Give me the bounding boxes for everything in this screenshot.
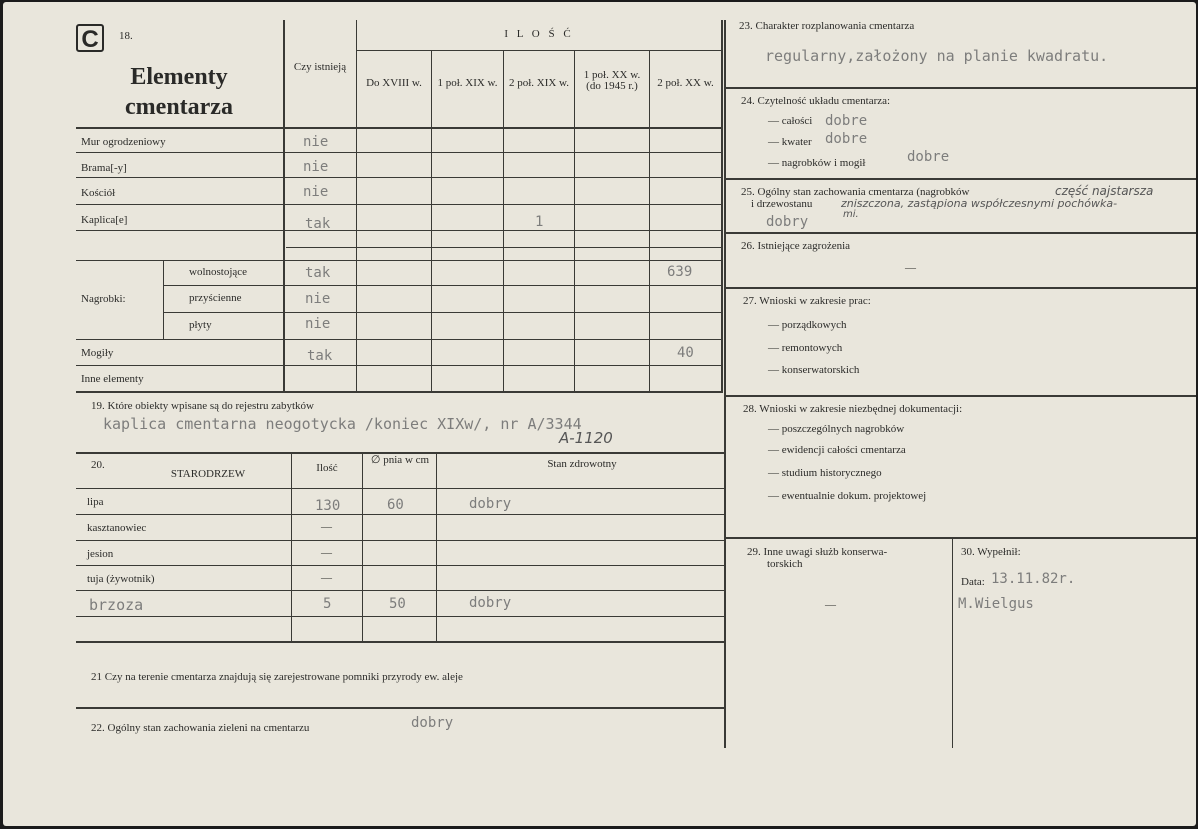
row-label-inne: Inne elementy — [81, 373, 144, 385]
s20-head: STARODRZEW — [170, 468, 246, 480]
grid-line — [76, 391, 723, 393]
s25-value: dobry — [766, 214, 809, 230]
grid-line — [724, 232, 1196, 234]
s24-calosci: — całości — [768, 115, 813, 127]
col-ilosc: I L O Ś Ć — [504, 28, 574, 40]
grid-line — [283, 20, 285, 391]
value-mur-czy: nie — [303, 134, 329, 150]
row-label-mogily: Mogiły — [81, 347, 114, 359]
title-line-2: cmentarza — [125, 94, 233, 120]
s25-handwritten-3: mi. — [843, 209, 859, 220]
s30-label: 30. Wypełnił: — [961, 546, 1021, 558]
s28-item: — poszczególnych nagrobków — [768, 423, 905, 435]
grid-line — [286, 247, 723, 248]
title-line-1: Elementy — [130, 64, 228, 90]
tree-name: brzoza — [89, 596, 144, 614]
grid-line — [356, 50, 722, 51]
grid-line — [76, 127, 723, 129]
grid-line — [724, 20, 726, 748]
s24-kwater: — kwater — [768, 136, 812, 148]
grid-line — [76, 230, 723, 231]
col-p2-20: 2 poł. XX w. — [657, 77, 714, 89]
s29-value: — — [825, 599, 836, 611]
value-plyty-czy: nie — [305, 316, 331, 332]
s27-item: — remontowych — [768, 342, 843, 354]
s29-label-1: 29. Inne uwagi służb konserwa- — [747, 546, 888, 558]
s27-label: 27. Wnioski w zakresie prac: — [743, 295, 871, 307]
s28-item: — studium historycznego — [768, 467, 882, 479]
s24-label: 24. Czytelność układu cmentarza: — [741, 95, 891, 107]
row-label-kaplica: Kaplica[e] — [81, 214, 128, 226]
s27-item: — konserwatorskich — [768, 364, 860, 376]
row-label-plyty: płyty — [189, 319, 212, 331]
s28-item: — ewentualnie dokum. projektowej — [768, 490, 927, 502]
grid-line — [76, 641, 726, 643]
grid-line — [362, 452, 363, 641]
s22-value: dobry — [411, 715, 454, 731]
col-czy: Czy istnieją — [293, 61, 347, 73]
grid-line — [724, 178, 1196, 180]
grid-line — [76, 204, 723, 205]
row-label-brama: Brama[-y] — [81, 162, 127, 174]
s25-handwritten-2: zniszczona, zastąpiona współczesnymi pochówka- — [841, 197, 1118, 210]
grid-line — [721, 20, 723, 391]
s23-label: 23. Charakter rozplanowania cmentarza — [739, 20, 915, 32]
row-label-kosciol: Kościół — [81, 187, 116, 199]
s20-stan: Stan zdrowotny — [547, 458, 617, 470]
value-mogily-czy: tak — [307, 348, 333, 364]
row-label-mur: Mur ogrodzeniowy — [81, 136, 166, 148]
grid-line — [76, 365, 723, 366]
grid-line — [724, 395, 1196, 397]
col-p1-20: 1 poł. XX w. (do 1945 r.) — [583, 69, 641, 92]
s24-calosci-value: dobre — [825, 113, 868, 129]
s24-nagrobkow: — nagrobków i mogił — [768, 157, 866, 169]
s25-label-2: i drzewostanu — [751, 198, 813, 210]
grid-line — [163, 312, 723, 313]
grid-line — [76, 339, 723, 340]
s28-label: 28. Wnioski w zakresie niezbędnej dokumentacji: — [743, 403, 963, 415]
s30-date: 13.11.82r. — [991, 571, 1076, 587]
s19-label: 19. Które obiekty wpisane są do rejestru zabytków — [91, 400, 314, 412]
s25-handwritten-1: część najstarsza — [1055, 184, 1154, 198]
grid-line — [163, 260, 164, 339]
s30-name: M.Wielgus — [958, 596, 1034, 612]
s24-nagrobkow-value: dobre — [907, 149, 950, 165]
value-mogily-p2-20: 40 — [677, 345, 694, 361]
s19-handwritten: A-1120 — [559, 429, 613, 447]
s27-item: — porządkowych — [768, 319, 847, 331]
tree-ilosc: 5 — [323, 596, 332, 612]
s20-pnia: ∅ pnia w cm — [370, 454, 430, 466]
row-label-przyscienne: przyścienne — [189, 292, 242, 304]
row-label-nagrobki: Nagrobki: — [81, 293, 126, 305]
grid-line — [76, 616, 726, 617]
grid-line — [163, 285, 723, 286]
s22-label: 22. Ogólny stan zachowania zieleni na cmentarzu — [91, 722, 310, 734]
col-do18: Do XVIII w. — [366, 77, 422, 89]
col-p2-19: 2 poł. XIX w. — [508, 77, 570, 89]
s20-number: 20. — [91, 459, 105, 471]
grid-line — [436, 452, 437, 641]
grid-line — [76, 488, 726, 489]
grid-line — [952, 537, 953, 748]
tree-stan: dobry — [469, 496, 512, 512]
tree-pnia: 60 — [387, 497, 404, 513]
s26-label: 26. Istniejące zagrożenia — [741, 240, 851, 252]
tree-ilosc: — — [321, 547, 332, 559]
s29-label-2: torskich — [767, 558, 803, 570]
grid-line — [76, 260, 723, 261]
page-title — [99, 62, 259, 122]
s23-value: regularny,założony na planie kwadratu. — [765, 47, 1109, 65]
value-przysc-czy: nie — [305, 291, 331, 307]
value-kaplica-czy: tak — [305, 216, 331, 232]
tree-stan: dobry — [469, 595, 512, 611]
row-label-wolnostojace: wolnostojące — [189, 266, 248, 278]
grid-line — [356, 20, 357, 391]
tree-name: kasztanowiec — [87, 522, 147, 534]
tree-name: lipa — [87, 496, 104, 508]
s28-item: — ewidencji całości cmentarza — [768, 444, 906, 456]
grid-line — [724, 87, 1196, 89]
value-brama-czy: nie — [303, 159, 329, 175]
grid-line — [76, 540, 726, 541]
s30-data-label: Data: — [961, 576, 985, 588]
value-kosciol-czy: nie — [303, 184, 329, 200]
tree-name: tuja (żywotnik) — [87, 573, 155, 585]
tree-ilosc: 130 — [315, 498, 341, 514]
grid-line — [76, 565, 726, 566]
grid-line — [76, 590, 726, 591]
s21-label: 21 Czy na terenie cmentarza znajdują się zarejestrowane pomniki przyrody ew. aleje — [91, 671, 463, 683]
s24-kwater-value: dobre — [825, 131, 868, 147]
grid-line — [76, 177, 723, 178]
value-kaplica-p2-19: 1 — [535, 214, 544, 230]
s26-value: — — [905, 262, 916, 274]
value-wolno-czy: tak — [305, 265, 331, 281]
col-p1-19: 1 poł. XIX w. — [437, 77, 498, 89]
grid-line — [724, 537, 1196, 539]
s19-value: kaplica cmentarna neogotycka /koniec XIXw/, nr A/3344 — [103, 415, 582, 433]
inventory-card — [3, 2, 1196, 826]
tree-ilosc: — — [321, 572, 332, 584]
grid-line — [76, 514, 726, 515]
grid-line — [76, 707, 726, 709]
section-letter: C — [76, 24, 104, 52]
section-number: 18. — [119, 30, 133, 42]
tree-pnia: 50 — [389, 596, 406, 612]
s25-label-1: 25. Ogólny stan zachowania cmentarza (nagrobków — [741, 186, 970, 198]
grid-line — [76, 152, 723, 153]
tree-name: jesion — [87, 548, 114, 560]
value-wolno-p2-20: 639 — [667, 264, 693, 280]
s20-ilosc: Ilość — [316, 462, 338, 474]
tree-ilosc: — — [321, 521, 332, 533]
grid-line — [724, 287, 1196, 289]
